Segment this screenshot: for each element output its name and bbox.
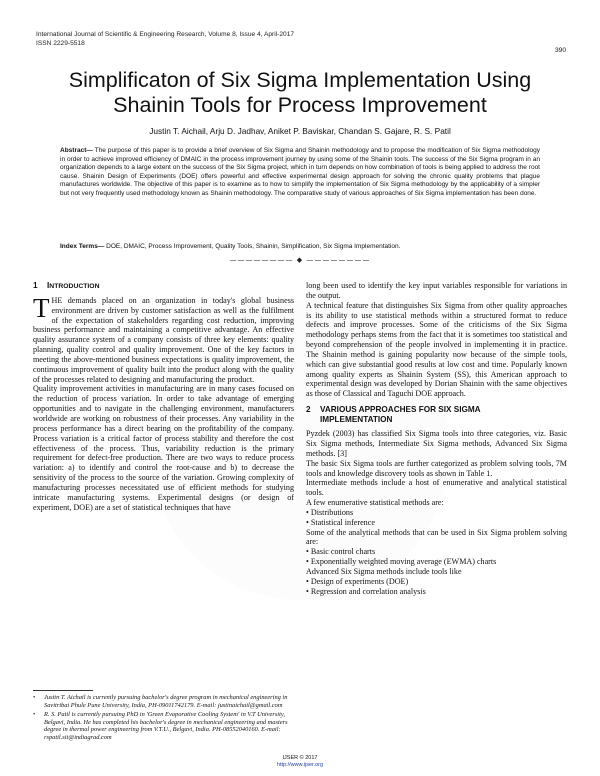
- section-divider: ———————— ◆ ————————: [229, 256, 371, 264]
- intro-paragraph-3: long been used to identify the key input variables responsible for variations in the output.: [306, 281, 567, 300]
- abstract: Abstract— The purpose of this paper is to provide a brief overview of Six Sigma and Shainin methodology and to propose the modification of Six Sigma methodology in order to achieve improved efficiency of DMAIC in the process improvement journey by using some of the Shainin tools. The success of the Six Sigma program in an organization depends to a large extent on the success of the Six Sigma project, which in turn depends on how combination of tools is being applied to address the root cause. Shainin Design of Experiments (DOE) offers powerful and effective experimental design approach for solving the chronic quality problems that plague manufactures worldwide. The objective of this paper is to examine as to how to simplify the implementation of Six Sigma methodology by the applicability of a simpler but not very frequently used methodology known as Shainin methodology. The comparative study of various approaches of Six Sigma implementation has been done.: [60, 147, 540, 197]
- title-line-1: Simplificaton of Six Sigma Implementation Using: [68, 68, 532, 92]
- index-terms: Index Terms— DOE, DMAIC, Process Improvement, Quality Tools, Shainin, Simplification, Six Sigma Implementation.: [60, 243, 401, 250]
- page-number: 390: [554, 47, 566, 54]
- title-line-2: Shainin Tools for Process Improvement: [113, 93, 487, 117]
- list-item: • Basic control charts: [306, 547, 376, 557]
- section-1-heading: 1 INTRODUCTION: [33, 281, 100, 290]
- drop-cap: T: [33, 292, 50, 323]
- issn-line: ISSN 2229-5518: [36, 39, 85, 47]
- footnote: • R. S. Patil is currently pursuing PhD in 'Green Evaporative Cooling System' in V.T University, Belgavi, India. He has completed his bachelor's degree in mechanical engineering and masters degree in thermal power engineering from V.T.U., Belgavi, India. PH-08552040160. E-mail: rspatil.sit@indiagrad.com: [33, 711, 288, 741]
- index-terms-text: DOE, DMAIC, Process Improvement, Quality Tools, Shainin, Simplification, Six Sigma Implementation.: [106, 243, 401, 250]
- footnotes: [33, 694, 295, 744]
- list-item: • Statistical inference: [306, 517, 375, 527]
- footnote-rule: [33, 690, 93, 691]
- footnote: • Justin T. Aichail is currently pursuing bachelor's degree program in mechanical engineering in Savitribai Phule Pune University, India, PH-09011742179. E-mail: justinaichail@gmail.com: [33, 694, 288, 709]
- list-item: • Distributions: [306, 507, 354, 517]
- list-item: • Design of experiments (DOE): [306, 576, 409, 586]
- section-2-paragraph-5: Some of the analytical methods that can be used in Six Sigma problem solving are:: [306, 527, 567, 547]
- left-column: [33, 281, 294, 512]
- section-2-heading: 2 VARIOUS APPROACHES FOR SIX SIGMA IMPLEMENTATION: [306, 405, 481, 425]
- intro-paragraph-2: Quality improvement activities in manufacturing are in many cases focused on the reduction of process variation. In order to take advantage of emerging opportunities and to navigate in the challenging environment, manufacturers worldwide are working on robustness of their processes. Any variability in the process performance has a direct bearing on the profitability of the company. Process variation is a critical factor of process stability and therefore the cost effectiveness of the process. Thus, variability reduction is the primary requirement for defect-free production. There are two ways to reduce process variation: a) to identify and control the root-cause and b) to decrease the sensitivity of the process to the source of the variation. Growing complexity of manufacturing processes necessitated use of efficient methods for studying intricate manufacturing systems. Experimental designs (or design of experiment, DOE) are a set of statistical techniques that have: [33, 384, 294, 512]
- section-2-paragraph-2: The basic Six Sigma tools are further categorized as problem solving tools, 7M tools and knowledge discovery tools as shown in Table 1.: [306, 458, 567, 478]
- section-2-paragraph-4: A few enumerative statistical methods are:: [306, 498, 444, 508]
- section-1-number: 1: [33, 281, 38, 290]
- index-terms-label: Index Terms: [60, 243, 98, 250]
- section-2-paragraph-6: Advanced Six Sigma methods include tools like: [306, 566, 462, 576]
- copyright: IJSER © 2017: [282, 755, 318, 761]
- section-2-number: 2: [306, 405, 311, 415]
- journal-line: International Journal of Scientific & Engineering Research, Volume 8, Issue 4, April-2017: [36, 31, 295, 38]
- author-list: Justin T. Aichail, Arju D. Jadhav, Aniket P. Baviskar, Chandan S. Gajare, R. S. Patil: [149, 126, 451, 136]
- page-footer: [0, 755, 600, 768]
- right-column: [306, 281, 567, 596]
- list-item: • Exponentially weighted moving average (EWMA) charts: [306, 557, 497, 567]
- paper-title: [20, 68, 580, 118]
- abstract-text: The purpose of this paper is to provide a brief overview of Six Sigma and Shainin methodology and to propose the modification of Six Sigma methodology in order to achieve improved efficiency of DMAIC in the process improvement journey by using some of the Shainin tools. The success of the Six Sigma program in an organization depends to a large extent on the success of the Six Sigma project, which in turn depends on how combination of tools is being applied to address the root cause. Shainin Design of Experiments (DOE) offers powerful and effective experimental design approach for solving the chronic quality problems that plague manufactures worldwide. The objective of this paper is to examine as to how to simplify the implementation of Six Sigma methodology by the applicability of a simpler but not very frequently used methodology known as Shainin methodology. The comparative study of various approaches of Six Sigma implementation has been done.: [60, 147, 540, 197]
- intro-paragraph-1: THE demands placed on an organization in today's global business environment are driven by customer satisfaction as well as the fulfilment of the expectation of stakeholders regarding cost reduction, improving business performance and maintaining a competitive advantage. An effective quality assurance system of a company consists of three key elements: quality planning, quality control and quality improvement. One of the key factors in meeting the above-mentioned business expectations is quality improvement, the continuous improvement of quality built into the product along with the quality of the processes related to designing and manufacturing the product.: [33, 292, 294, 384]
- section-2-paragraph-1: Pyzdek (2003) has classified Six Sigma tools into three categories, viz. Basic Six Sigma methods, Intermediate Six Sigma methods, Advanced Six Sigma methods. [3]: [306, 429, 567, 458]
- running-header: [36, 31, 294, 48]
- intro-paragraph-4: A technical feature that distinguishes Six Sigma from other quality approaches is its ability to use statistical methods within a structured format to reduce defects and improve processes. Some of the criticisms of the Six Sigma methodology perhaps stems from the fact that it is sometimes too statistical and beyond comprehension of the people involved in implementing it in practice. The Shainin method is gaining popularity now because of the simple tools, which can give substantial good results at low cost and time. Popularly known among quality experts as Shainin System (SS), this American approach to experimental design was developed by Dorian Shainin with the same objectives as those of Classical and Taguchi DOE approach.: [306, 300, 567, 399]
- section-2-paragraph-3: Intermediate methods include a host of enumerative and analytical statistical tools.: [306, 478, 567, 498]
- journal-link[interactable]: http://www.ijser.org: [276, 761, 324, 768]
- list-item: • Regression and correlation analysis: [306, 586, 426, 596]
- abstract-label: Abstract: [60, 147, 87, 154]
